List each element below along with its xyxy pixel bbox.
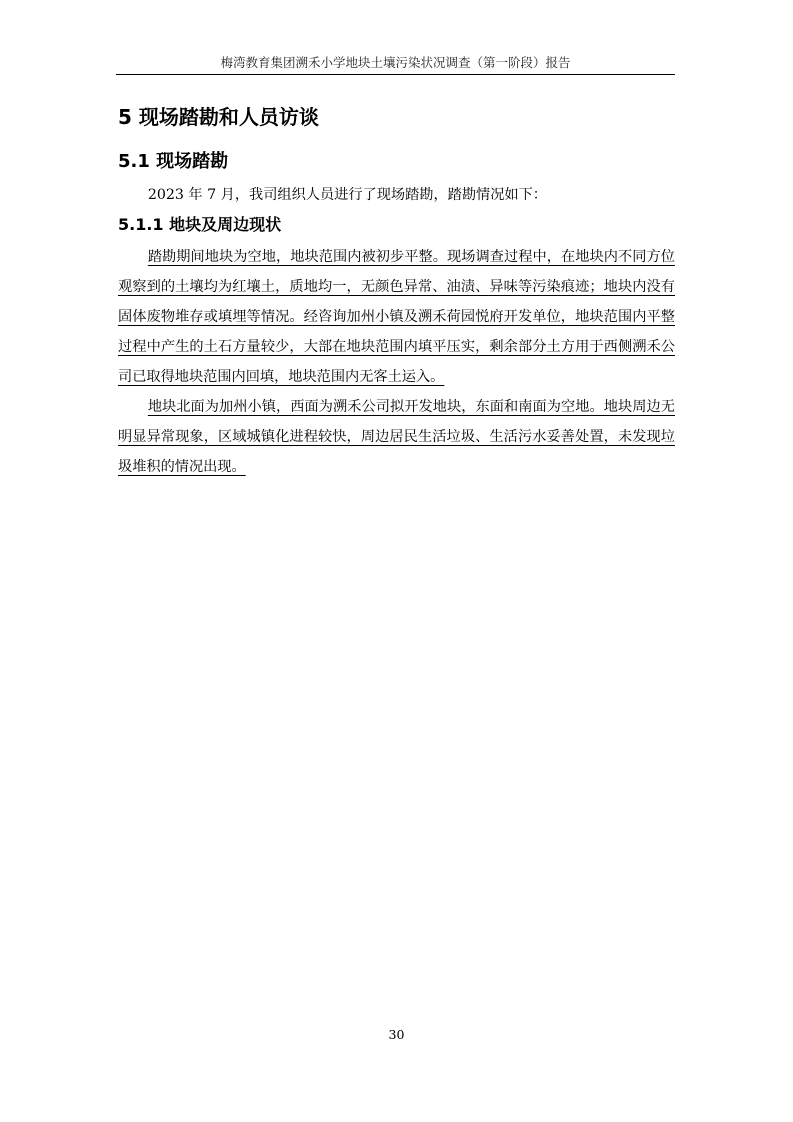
chapter-heading: 5 现场踏勘和人员访谈	[118, 105, 319, 129]
site-status-text: 踏勘期间地块为空地，地块范围内被初步平整。现场调查过程中，在地块内不同方位观察到的土壤均为红壤土，质地均一，无颜色异常、油渍、异味等污染痕迹；地块内没有固体废物堆存或填埋等情况。经咨询加州小镇及溯禾荷园悦府开发单位，地块范围内平整过程中产生的土石方量较少，大部在地块范围内填平压实，剩余部分土方用于西侧溯禾公司已取得地块范围内回填，地块范围内无客土运入。	[118, 249, 675, 385]
page-number: 30	[388, 1027, 405, 1042]
page-body	[118, 102, 675, 482]
running-header: 梅湾教育集团溯禾小学地块土壤污染状况调查（第一阶段）报告	[220, 55, 571, 70]
site-status-paragraph	[118, 242, 675, 392]
surroundings-paragraph	[118, 392, 675, 482]
intro-paragraph: 2023 年 7 月，我司组织人员进行了现场踏勘，踏勘情况如下：	[147, 187, 547, 203]
subsection-heading: 5.1.1 地块及周边现状	[118, 215, 282, 234]
header-divider	[116, 74, 675, 75]
surroundings-text: 地块北面为加州小镇，西面为溯禾公司拟开发地块，东面和南面为空地。地块周边无明显异常现象，区域城镇化进程较快，周边居民生活垃圾、生活污水妥善处置，未发现垃圾堆积的情况出现。	[118, 399, 675, 475]
section-heading: 5.1 现场踏勘	[118, 151, 229, 172]
